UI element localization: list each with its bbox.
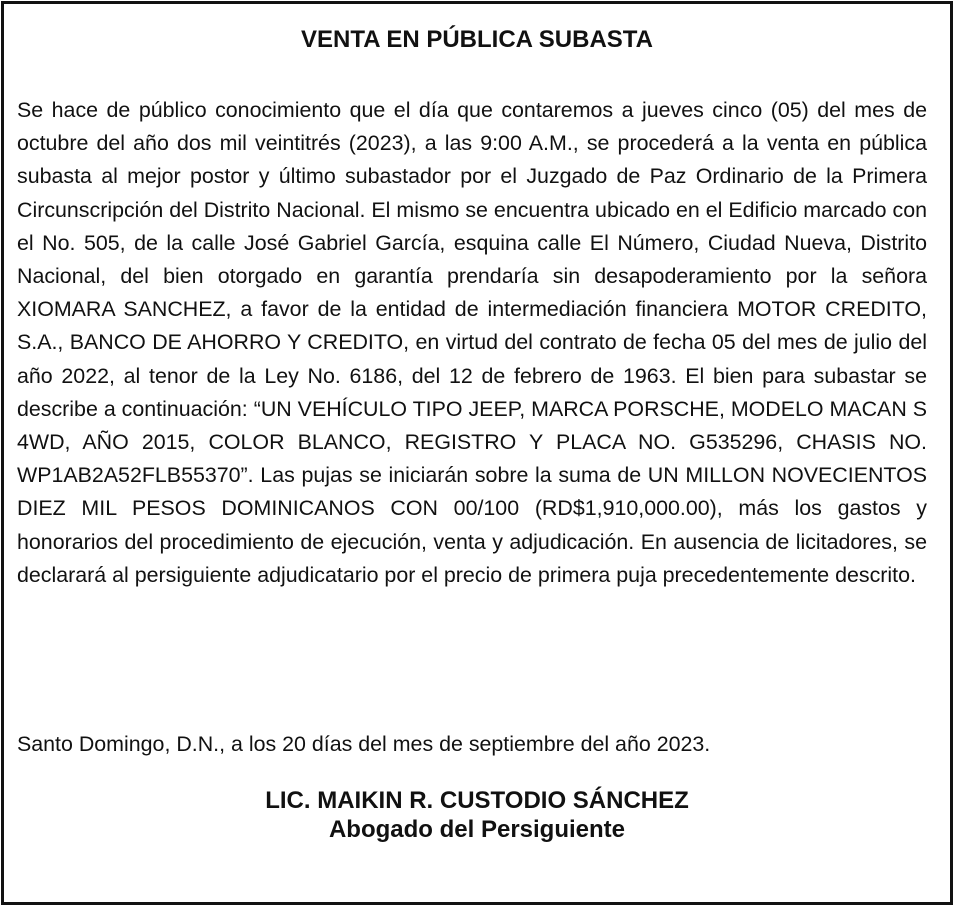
notice-body: Se hace de público conocimiento que el día que contaremos a jueves cinco (05) del mes de octubre del año dos mil veintitrés (2023), a las 9:00 A.M., se procederá a la venta en pública subasta al mejor postor y último subastador por el Juzgado de Paz Ordinario de la Primera Circunscripción del Distrito Nacional. El mismo se encuentra ubicado en el Edificio marcado con el No. 505, de la calle José Gabriel García, esquina calle El Número, Ciudad Nueva, Distrito Nacional, del bien otorgado en garantía prendaría sin desapoderamiento por la señora XIOMARA SANCHEZ, a favor de la entidad de intermediación financiera MOTOR CREDITO, S.A., BANCO DE AHORRO Y CREDITO, en virtud del contrato de fecha 05 del mes de julio del año 2022, al tenor de la Ley No. 6186, del 12 de febrero de 1963. El bien para subastar se describe a continuación: “UN VEHÍCULO TIPO JEEP, MARCA PORSCHE, MODELO MACAN S 4WD, AÑO 2015, COLOR BLANCO, REGISTRO Y PLACA NO. G535296, CHASIS NO. WP1AB2A52FLB55370”. Las pujas se iniciarán sobre la suma de UN MILLON NOVECIENTOS DIEZ MIL PESOS DOMINICANOS CON 00/100 (RD$1,910,000.00), más los gastos y honorarios del procedimiento de ejecución, venta y adjudicación. En ausencia de licitadores, se declarará al persiguiente adjudicatario por el precio de primera puja precedentemente descrito. <box>17 98 927 587</box>
signatory-role: Abogado del Persiguiente <box>328 816 626 843</box>
signatory-name: LIC. MAIKIN R. CUSTODIO SÁNCHEZ <box>265 787 689 814</box>
notice-closing-date: Santo Domingo, D.N., a los 20 días del mes de septiembre del año 2023. <box>17 732 711 756</box>
notice-title: VENTA EN PÚBLICA SUBASTA <box>300 26 653 53</box>
